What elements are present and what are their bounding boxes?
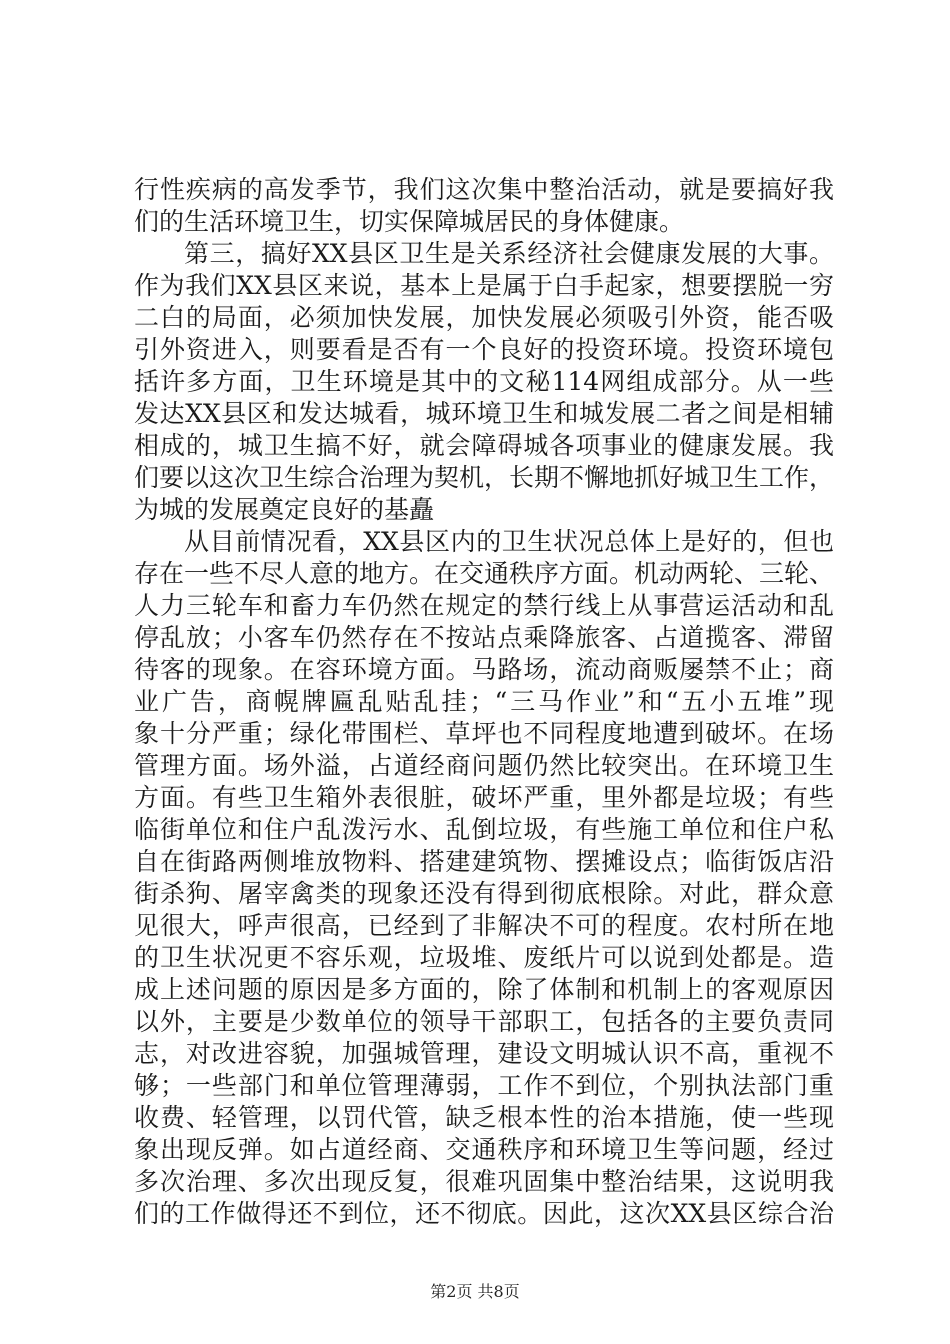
body-text-line: 志，对改进容貌，加强城管理，建设文明城认识不高，重视不 [134, 1039, 834, 1068]
body-text-line: 们要以这次卫生综合治理为契机，长期不懈地抓好城卫生工作， [134, 463, 835, 492]
body-text-line: 待客的现象。在容环境方面。马路场，流动商贩屡禁不止；商 [134, 655, 834, 684]
page-number-footer: 第2页 共8页 [430, 1282, 520, 1301]
body-text-line: 方面。有些卫生箱外表很脏，破坏严重，里外都是垃圾；有些 [134, 783, 834, 812]
body-text-line: 作为我们XX县区来说，基本上是属于白手起家，想要摆脱一穷 [134, 271, 834, 300]
body-text-line: 行性疾病的高发季节，我们这次集中整治活动，就是要搞好我 [134, 175, 834, 204]
body-text-line: 以外，主要是少数单位的领导干部职工，包括各的主要负责同 [134, 1007, 834, 1036]
body-text-line: 括许多方面，卫生环境是其中的文秘114网组成部分。从一些 [134, 367, 834, 396]
body-text-line: 见很大，呼声很高，已经到了非解决不可的程度。农村所在地 [134, 911, 834, 940]
body-text-line: 够；一些部门和单位管理薄弱，工作不到位，个别执法部门重 [134, 1071, 834, 1100]
body-text-line: 人力三轮车和畜力车仍然在规定的禁行线上从事营运活动和乱 [134, 591, 834, 620]
body-text-line: 存在一些不尽人意的地方。在交通秩序方面。机动两轮、三轮、 [134, 559, 835, 588]
body-text-line: 街杀狗、屠宰禽类的现象还没有得到彻底根除。对此，群众意 [134, 879, 834, 908]
body-text-line: 的卫生状况更不容乐观，垃圾堆、废纸片可以说到处都是。造 [134, 943, 834, 972]
body-text-line: 第三，搞好XX县区卫生是关系经济社会健康发展的大事。 [184, 239, 834, 268]
body-text-line: 二白的局面，必须加快发展，加快发展必须吸引外资，能否吸 [134, 303, 834, 332]
body-text-line: 多次治理、多次出现反复，很难巩固集中整治结果，这说明我 [134, 1167, 834, 1196]
body-text-line: 象十分严重；绿化带围栏、草坪也不同程度地遭到破坏。在场 [134, 719, 834, 748]
body-text-line: 们的工作做得还不到位，还不彻底。因此，这次XX县区综合治 [134, 1199, 834, 1228]
body-text-line: 停乱放；小客车仍然存在不按站点乘降旅客、占道揽客、滞留 [134, 623, 834, 652]
body-text-line: 管理方面。场外溢，占道经商问题仍然比较突出。在环境卫生 [134, 751, 834, 780]
body-text-line: 引外资进入，则要看是否有一个良好的投资环境。投资环境包 [134, 335, 834, 364]
body-text-line: 临街单位和住户乱泼污水、乱倒垃圾，有些施工单位和住户私 [134, 815, 834, 844]
body-text-line: 自在街路两侧堆放物料、搭建建筑物、摆摊设点；临街饭店沿 [134, 847, 834, 876]
body-text-line: 成上述问题的原因是多方面的，除了体制和机制上的客观原因 [134, 975, 834, 1004]
body-text-line: 象出现反弹。如占道经商、交通秩序和环境卫生等问题，经过 [134, 1135, 834, 1164]
body-text-line: 相成的，城卫生搞不好，就会障碍城各项事业的健康发展。我 [134, 431, 834, 460]
body-text-line: 业广告，商幌牌匾乱贴乱挂；“三马作业”和“五小五堆”现 [134, 687, 834, 716]
body-text-line: 发达XX县区和发达城看，城环境卫生和城发展二者之间是相辅 [134, 399, 834, 428]
body-text-line: 收费、轻管理，以罚代管，缺乏根本性的治本措施，使一些现 [134, 1103, 834, 1132]
body-text-line: 为城的发展奠定良好的基矗 [134, 495, 435, 524]
body-text-line: 从目前情况看，XX县区内的卫生状况总体上是好的，但也 [184, 527, 834, 556]
body-text-line: 们的生活环境卫生，切实保障城居民的身体健康。 [134, 207, 685, 236]
